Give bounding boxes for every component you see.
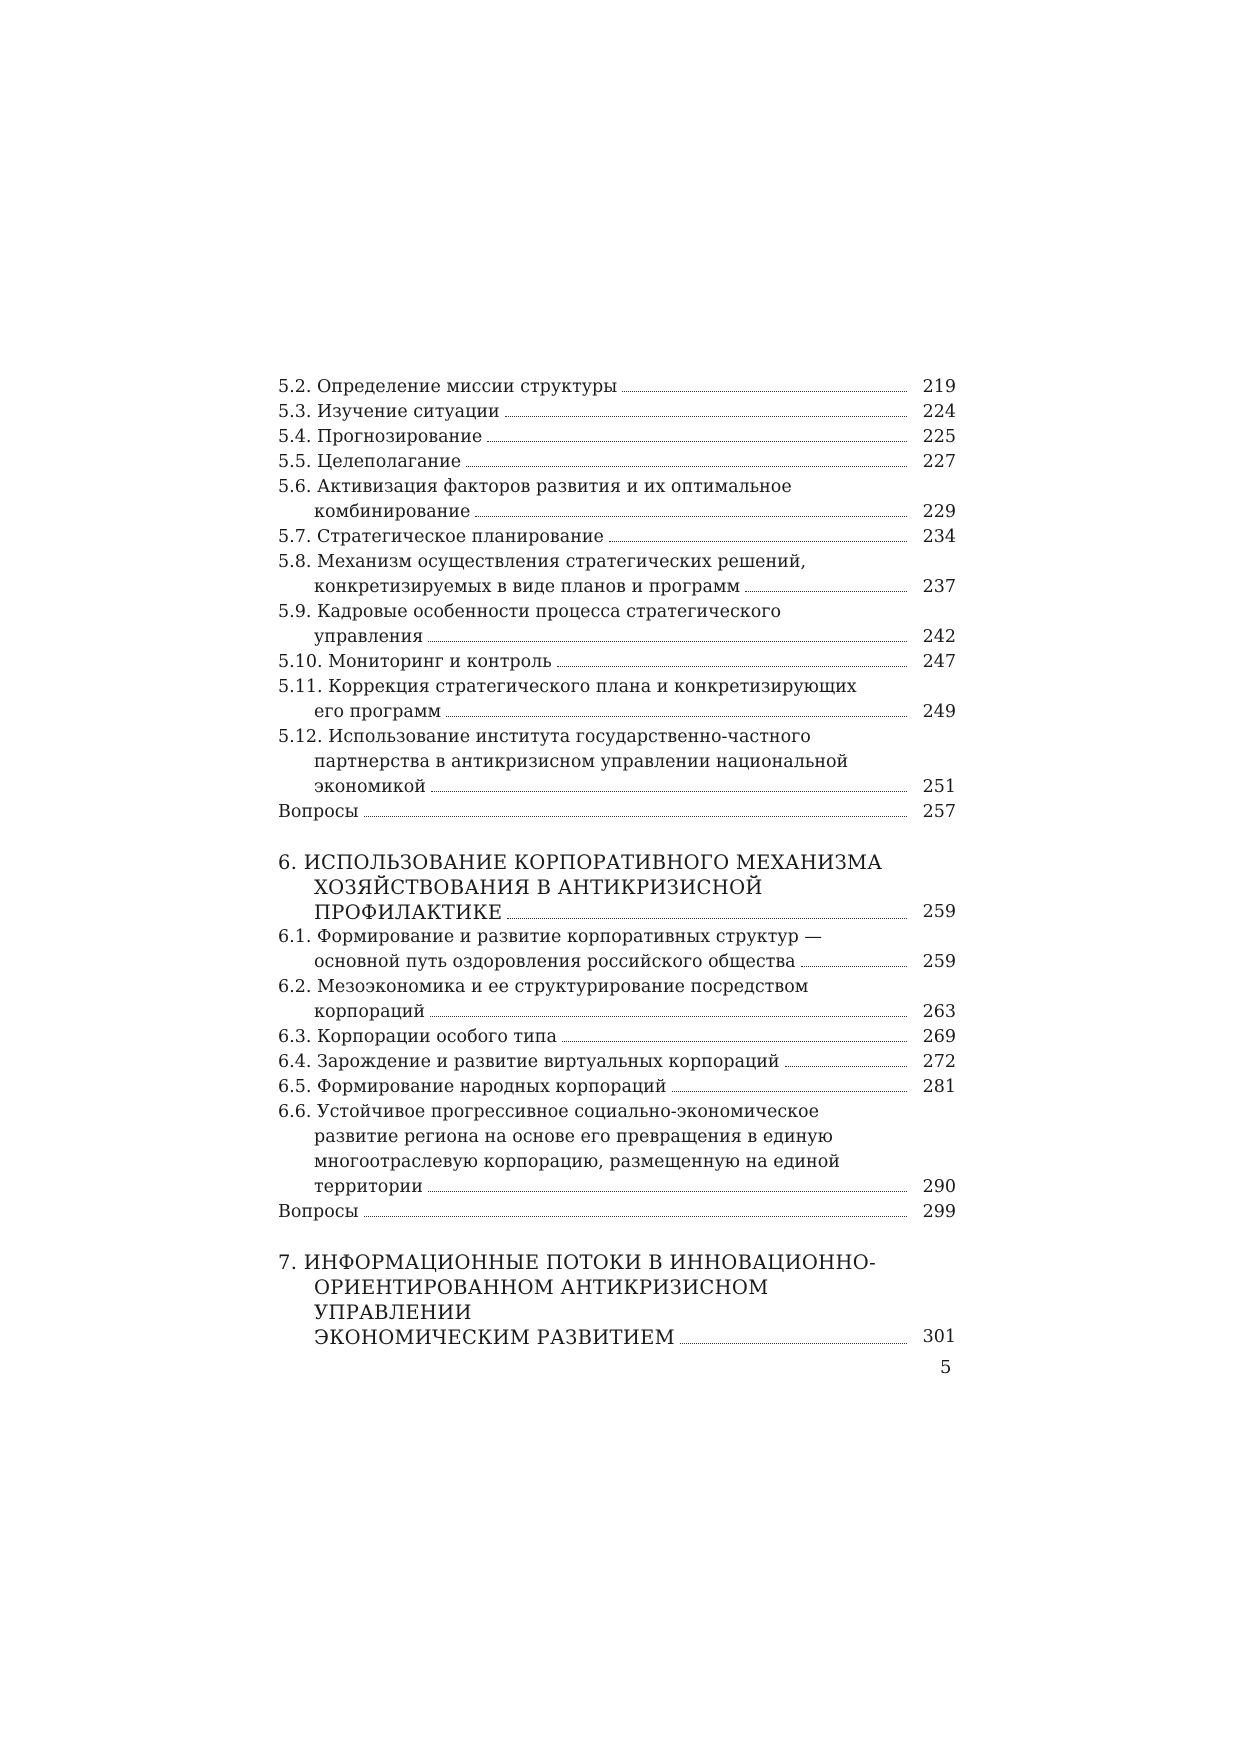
dot-leader: [745, 591, 907, 592]
dot-leader: [609, 541, 907, 542]
page-ref: 247: [922, 652, 956, 672]
entry-title: 6.4. Зарождение и развитие виртуальных корпораций: [278, 1052, 780, 1072]
page-ref: 299: [922, 1202, 956, 1222]
entry-title: 6.1. Формирование и развитие корпоративных структур —: [278, 927, 822, 947]
toc-entry: [278, 1025, 956, 1050]
dot-leader: [364, 816, 907, 817]
toc-entry: [278, 1200, 956, 1225]
toc-section-heading: [278, 850, 956, 925]
page-ref: 259: [922, 902, 956, 922]
toc-entry: [278, 800, 956, 825]
toc-entry: [278, 600, 956, 650]
entry-title: 5.9. Кадровые особенности процесса стратегического: [278, 602, 781, 622]
page-ref: 259: [922, 952, 956, 972]
dot-leader: [430, 1016, 907, 1017]
dot-leader: [557, 666, 907, 667]
entry-title: Вопросы: [278, 802, 359, 822]
dot-leader: [431, 791, 907, 792]
toc-entry: [278, 1100, 956, 1200]
toc-entry: [278, 550, 956, 600]
dot-leader: [475, 516, 907, 517]
toc-entry: [278, 425, 956, 450]
page-ref: 229: [922, 502, 956, 522]
entry-title-continued: многоотраслевую корпорацию, размещенную на единой: [314, 1152, 840, 1172]
dot-leader: [507, 918, 907, 919]
toc-entry: [278, 725, 956, 800]
page-ref: 263: [922, 1002, 956, 1022]
entry-title: 5.10. Мониторинг и контроль: [278, 652, 552, 672]
entry-title: 6.2. Мезоэкономика и ее структурирование посредством: [278, 977, 809, 997]
page-ref: 269: [922, 1027, 956, 1047]
entry-title: 6.3. Корпорации особого типа: [278, 1027, 557, 1047]
toc-entry: [278, 450, 956, 475]
entry-title: 5.8. Механизм осуществления стратегических решений,: [278, 552, 807, 572]
toc-entry: [278, 650, 956, 675]
entry-title: 5.7. Стратегическое планирование: [278, 527, 604, 547]
page-number: 5: [940, 1357, 952, 1378]
dot-leader: [562, 1041, 907, 1042]
entry-title-continued: комбинирование: [314, 502, 471, 522]
toc-section-heading: [278, 1250, 956, 1350]
section-title-line: 6. ИСПОЛЬЗОВАНИЕ КОРПОРАТИВНОГО МЕХАНИЗМА: [278, 851, 883, 874]
dot-leader: [487, 441, 907, 442]
toc-entry: [278, 1050, 956, 1075]
entry-title: 5.2. Определение миссии структуры: [278, 377, 618, 397]
page-ref: 257: [922, 802, 956, 822]
page-ref: 242: [922, 627, 956, 647]
entry-title-continued: развитие региона на основе его превращения в единую: [314, 1127, 833, 1147]
page-ref: 301: [922, 1327, 956, 1347]
table-of-contents: [278, 375, 956, 1350]
toc-entry: [278, 1075, 956, 1100]
entry-title-continued: партнерства в антикризисном управлении национальной: [314, 752, 849, 772]
section-title-line: 7. ИНФОРМАЦИОННЫЕ ПОТОКИ В ИННОВАЦИОННО-: [278, 1251, 876, 1274]
dot-leader: [672, 1091, 908, 1092]
dot-leader: [428, 1191, 907, 1192]
entry-title: 5.4. Прогнозирование: [278, 427, 483, 447]
entry-title-continued: экономикой: [314, 777, 426, 797]
dot-leader: [622, 391, 907, 392]
page-ref: 237: [922, 577, 956, 597]
page-ref: 234: [922, 527, 956, 547]
page-ref: 219: [922, 377, 956, 397]
page-ref: 290: [922, 1177, 956, 1197]
entry-title: 5.6. Активизация факторов развития и их оптимальное: [278, 477, 792, 497]
entry-title: 5.5. Целеполагание: [278, 452, 462, 472]
entry-title-continued: конкретизируемых в виде планов и программ: [314, 577, 741, 597]
toc-entry: [278, 525, 956, 550]
toc-entry: [278, 400, 956, 425]
section-title-line: ЭКОНОМИЧЕСКИМ РАЗВИТИЕМ: [314, 1326, 675, 1349]
toc-entry: [278, 975, 956, 1025]
toc-entry: [278, 925, 956, 975]
dot-leader: [801, 966, 907, 967]
dot-leader: [505, 416, 907, 417]
entry-title: 5.11. Коррекция стратегического плана и конкретизирующих: [278, 677, 857, 697]
dot-leader: [466, 466, 907, 467]
section-title-line: ПРОФИЛАКТИКЕ: [314, 901, 503, 924]
section-title-line: ХОЗЯЙСТВОВАНИЯ В АНТИКРИЗИСНОЙ: [314, 876, 763, 899]
dot-leader: [428, 641, 907, 642]
entry-title-continued: корпораций: [314, 1002, 426, 1022]
entry-title-continued: управления: [314, 627, 424, 647]
entry-title-continued: его программ: [314, 702, 442, 722]
page-ref: 227: [922, 452, 956, 472]
section-title-line: ОРИЕНТИРОВАННОМ АНТИКРИЗИСНОМ УПРАВЛЕНИИ: [314, 1276, 769, 1324]
entry-title: 6.6. Устойчивое прогрессивное социально-экономическое: [278, 1102, 819, 1122]
page-ref: 249: [922, 702, 956, 722]
toc-entry: [278, 475, 956, 525]
page-ref: 281: [922, 1077, 956, 1097]
entry-title-continued: основной путь оздоровления российского общества: [314, 952, 796, 972]
dot-leader: [446, 716, 907, 717]
toc-entry: [278, 675, 956, 725]
dot-leader: [785, 1066, 907, 1067]
dot-leader: [364, 1216, 907, 1217]
entry-title: 5.12. Использование института государственно-частного: [278, 727, 811, 747]
entry-title: Вопросы: [278, 1202, 359, 1222]
page-ref: 251: [922, 777, 956, 797]
dot-leader: [680, 1343, 907, 1344]
page-ref: 224: [922, 402, 956, 422]
page-ref: 225: [922, 427, 956, 447]
toc-entry: [278, 375, 956, 400]
entry-title: 5.3. Изучение ситуации: [278, 402, 500, 422]
entry-title-continued: территории: [314, 1177, 423, 1197]
page-ref: 272: [922, 1052, 956, 1072]
entry-title: 6.5. Формирование народных корпораций: [278, 1077, 667, 1097]
